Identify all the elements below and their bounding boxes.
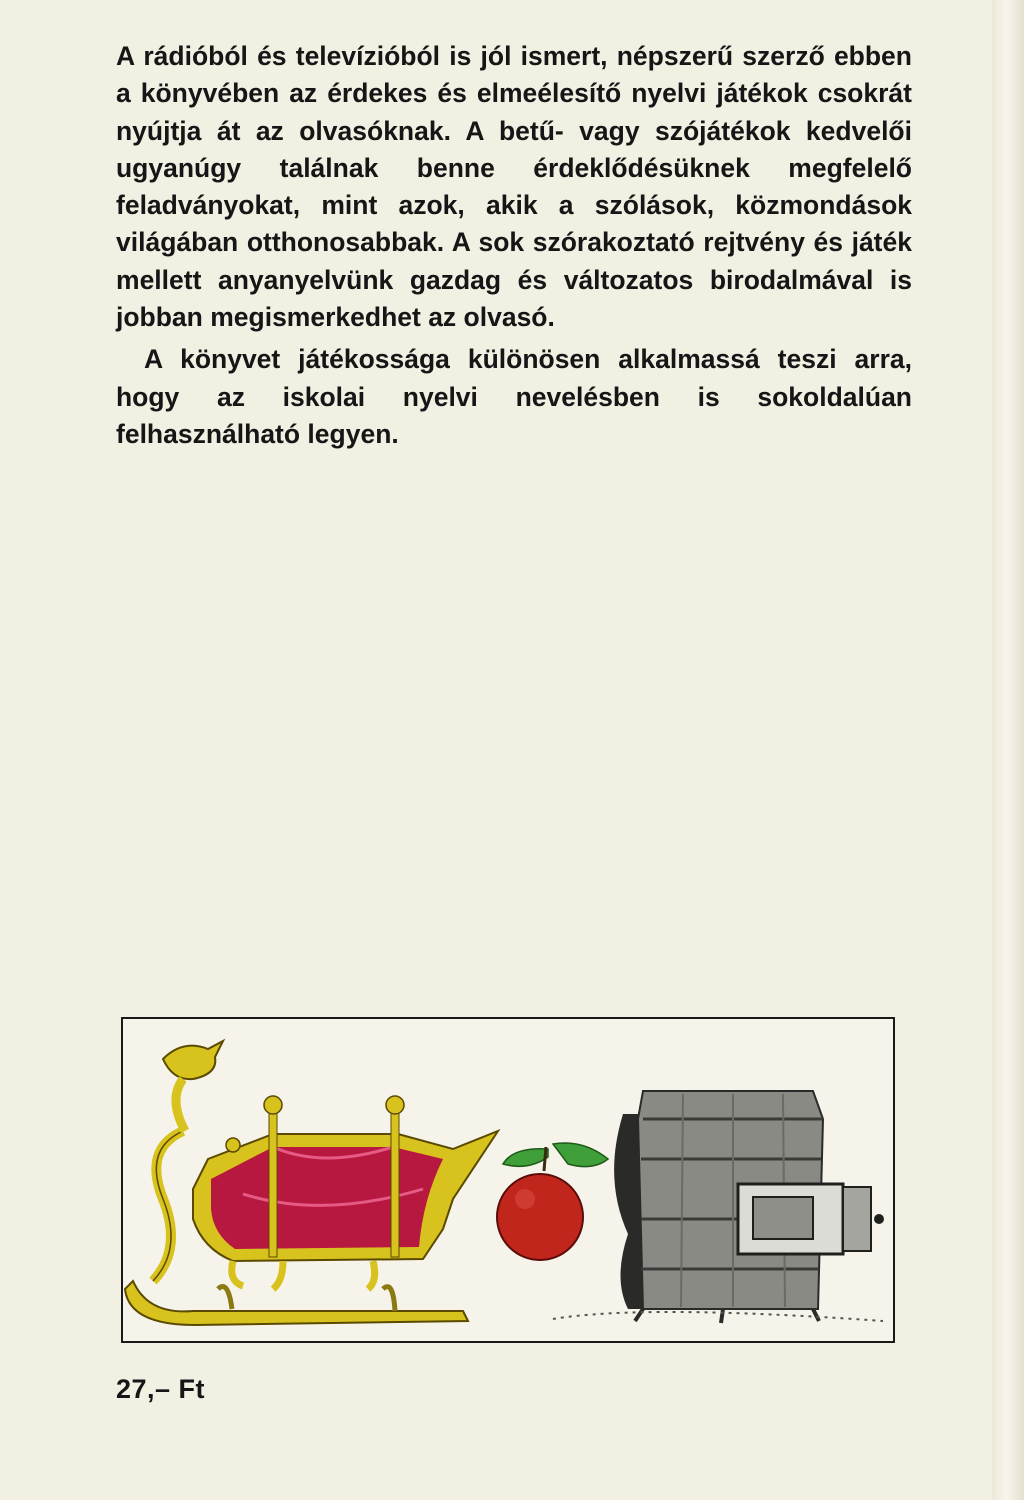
blurb-paragraph-1: A rádióból és televízióból is jól ismert, népszerű szerző ebben a könyvében az érdekes és elmeélesítő nyelvi játékok csokrát nyújtja át az olvasóknak. A betű- vagy szójátékok kedvelői ugyanúgy találnak benne érdeklődésüknek megfelelő feladványokat, mint azok, akik a szólások, közmondások világában otthonosabbak. A sok szórakoztató rejtvény és játék mellett anyanyelvünk gazdag és változatos birodalmával is jobban megismerkedhet az olvasó. [116, 41, 912, 333]
stove-illustration [553, 1091, 884, 1323]
apple-illustration [497, 1143, 608, 1260]
illustration-frame [121, 1017, 895, 1343]
cover-edge [992, 0, 1024, 1500]
price-label: 27,– Ft [116, 1374, 206, 1404]
sleigh-illustration [125, 1041, 498, 1325]
blurb-paragraph-2: A könyvet játékossága különösen alkalmassá teszi arra, hogy az iskolai nyelvi nevelésben is sokoldalúan felhasználható legyen. [116, 344, 912, 449]
back-cover-blurb [116, 38, 912, 453]
illustration [123, 1019, 893, 1341]
